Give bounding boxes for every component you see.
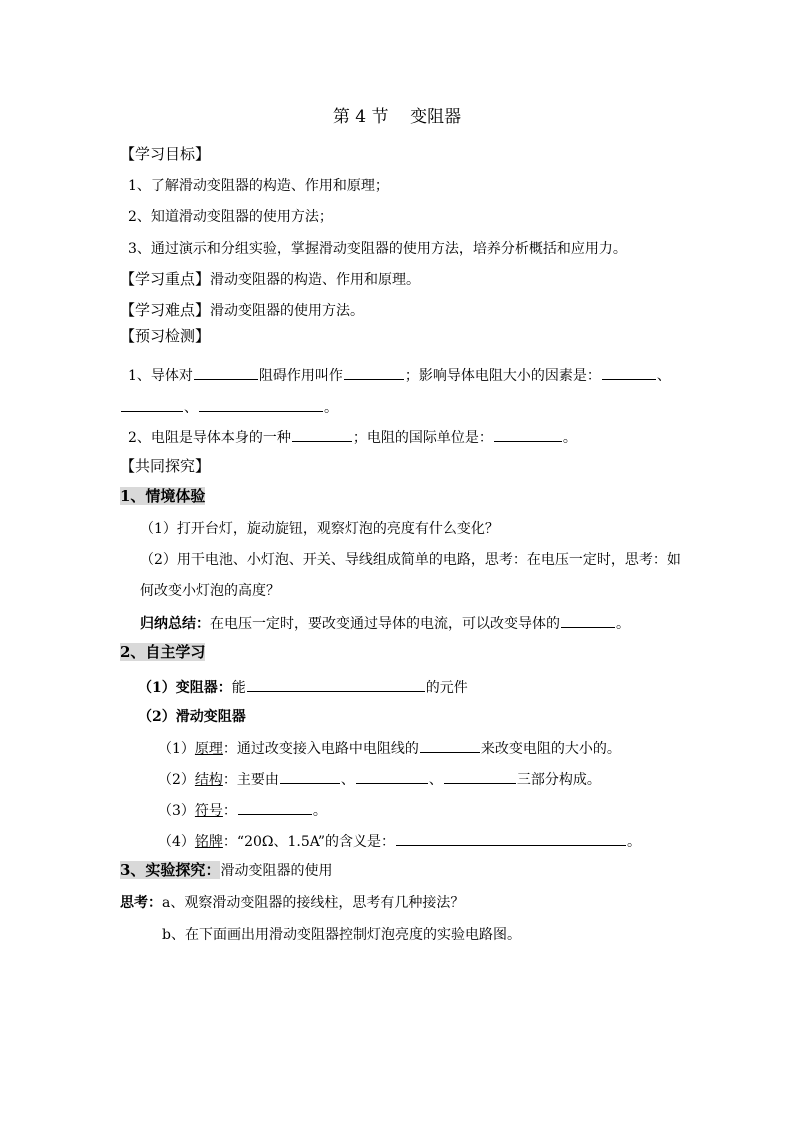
nameplate-item bbox=[158, 831, 641, 851]
q1-part-e: 、 bbox=[184, 400, 198, 416]
answer-blank[interactable] bbox=[344, 365, 404, 380]
answer-blank[interactable] bbox=[292, 427, 352, 442]
answer-blank[interactable] bbox=[247, 677, 425, 692]
principle-item bbox=[158, 738, 621, 758]
preview-question-1 bbox=[128, 365, 671, 385]
preview-question-1-cont bbox=[120, 397, 338, 417]
difficulty bbox=[120, 301, 364, 320]
section-1-question-2: （2）用干电池、小灯泡、开关、导线组成简单的电路，思考：在电压一定时，思考：如 bbox=[140, 552, 681, 568]
section-3-text: 滑动变阻器的使用 bbox=[220, 863, 333, 879]
structure-key: 结构 bbox=[194, 772, 223, 788]
difficulty-label: 【学习难点】 bbox=[120, 301, 211, 319]
separator: 、 bbox=[340, 772, 355, 788]
structure-end: 三部分构成。 bbox=[516, 772, 601, 788]
think-label: 思考： bbox=[120, 895, 162, 911]
structure-item bbox=[158, 769, 601, 789]
q2-part-c: 。 bbox=[562, 430, 577, 446]
summary-text: 在电压一定时，要改变通过导体的电流，可以改变导体的 bbox=[210, 616, 560, 632]
answer-blank[interactable] bbox=[420, 738, 480, 753]
q2-part-a: 2、电阻是导体本身的一种 bbox=[128, 430, 291, 446]
answer-blank[interactable] bbox=[199, 397, 323, 412]
symbol-end: 。 bbox=[312, 803, 327, 819]
q2-part-b: ；电阻的国际单位是： bbox=[352, 430, 493, 446]
objective-item-1: 1、了解滑动变阻器的构造、作用和原理； bbox=[128, 178, 389, 194]
symbol-item bbox=[158, 800, 327, 820]
answer-blank[interactable] bbox=[194, 365, 258, 380]
section-2-title: 2、自主学习 bbox=[120, 643, 206, 661]
preview-heading: 【预习检测】 bbox=[120, 327, 211, 345]
answer-blank[interactable] bbox=[280, 769, 340, 784]
item-number: （1） bbox=[158, 741, 195, 757]
rheostat-end: 的元件 bbox=[425, 680, 468, 696]
answer-blank[interactable] bbox=[561, 613, 615, 628]
item-number: （3） bbox=[158, 803, 195, 819]
nameplate-text: ：“20Ω、1.5A”的含义是： bbox=[222, 834, 395, 850]
nameplate-key: 铭牌 bbox=[194, 834, 223, 850]
answer-blank[interactable] bbox=[602, 365, 656, 380]
summary-end: 。 bbox=[616, 616, 630, 632]
section-1-summary bbox=[140, 613, 630, 633]
answer-blank[interactable] bbox=[356, 769, 428, 784]
explore-heading: 【共同探究】 bbox=[120, 457, 211, 475]
symbol-key: 符号 bbox=[194, 803, 223, 819]
item-number: （4） bbox=[158, 834, 195, 850]
separator: 、 bbox=[428, 772, 443, 788]
difficulty-text: 滑动变阻器的使用方法。 bbox=[210, 303, 365, 319]
answer-blank[interactable] bbox=[444, 769, 516, 784]
q1-part-c: ；影响导体电阻大小的因素是： bbox=[404, 368, 601, 384]
symbol-text: ： bbox=[222, 803, 237, 819]
principle-end: 来改变电阻的大小的。 bbox=[480, 741, 621, 757]
rheostat-text: 能 bbox=[231, 680, 246, 696]
objectives-heading: 【学习目标】 bbox=[120, 145, 211, 163]
sliding-rheostat-heading: （2）滑动变阻器 bbox=[138, 709, 246, 725]
q1-part-d: 、 bbox=[656, 368, 671, 384]
section-3-title bbox=[120, 861, 332, 880]
rheostat-definition bbox=[138, 677, 468, 697]
principle-text: ：通过改变接入电路中电阻线的 bbox=[222, 741, 419, 757]
objective-item-2: 2、知道滑动变阻器的使用方法； bbox=[128, 209, 333, 225]
objective-item-3: 3、通过演示和分组实验，掌握滑动变阻器的使用方法，培养分析概括和应用力。 bbox=[128, 241, 627, 257]
q1-part-f: 。 bbox=[324, 400, 338, 416]
answer-blank[interactable] bbox=[494, 427, 562, 442]
section-1-title: 1、情境体验 bbox=[120, 487, 206, 505]
structure-text: ：主要由 bbox=[222, 772, 279, 788]
q1-part-a: 1、导体对 bbox=[128, 368, 193, 384]
answer-blank[interactable] bbox=[396, 831, 626, 846]
principle-key: 原理 bbox=[194, 741, 223, 757]
q1-part-b: 阻碍作用叫作 bbox=[258, 368, 343, 384]
key-point bbox=[120, 270, 420, 289]
nameplate-end: 。 bbox=[626, 834, 641, 850]
answer-blank[interactable] bbox=[238, 800, 312, 815]
think-line-a bbox=[120, 894, 464, 912]
summary-label: 归纳总结： bbox=[140, 616, 210, 632]
key-point-label: 【学习重点】 bbox=[120, 270, 211, 288]
think-a-text: a、观察滑动变阻器的接线柱，思考有几种接法？ bbox=[162, 895, 465, 911]
section-1-question-2-cont: 何改变小灯泡的高度？ bbox=[140, 583, 280, 599]
answer-blank[interactable] bbox=[121, 397, 183, 412]
item-number: （2） bbox=[158, 772, 195, 788]
section-1-question-1: （1）打开台灯，旋动旋钮，观察灯泡的亮度有什么变化？ bbox=[140, 521, 499, 537]
think-line-b: b、在下面画出用滑动变阻器控制灯泡亮度的实验电路图。 bbox=[162, 927, 521, 943]
page-title: 第 4 节 变阻器 bbox=[332, 107, 462, 127]
preview-question-2 bbox=[128, 427, 577, 447]
section-3-label: 3、实验探究： bbox=[120, 861, 221, 879]
rheostat-label: （1）变阻器： bbox=[138, 680, 232, 696]
key-point-text: 滑动变阻器的构造、作用和原理。 bbox=[210, 272, 421, 288]
